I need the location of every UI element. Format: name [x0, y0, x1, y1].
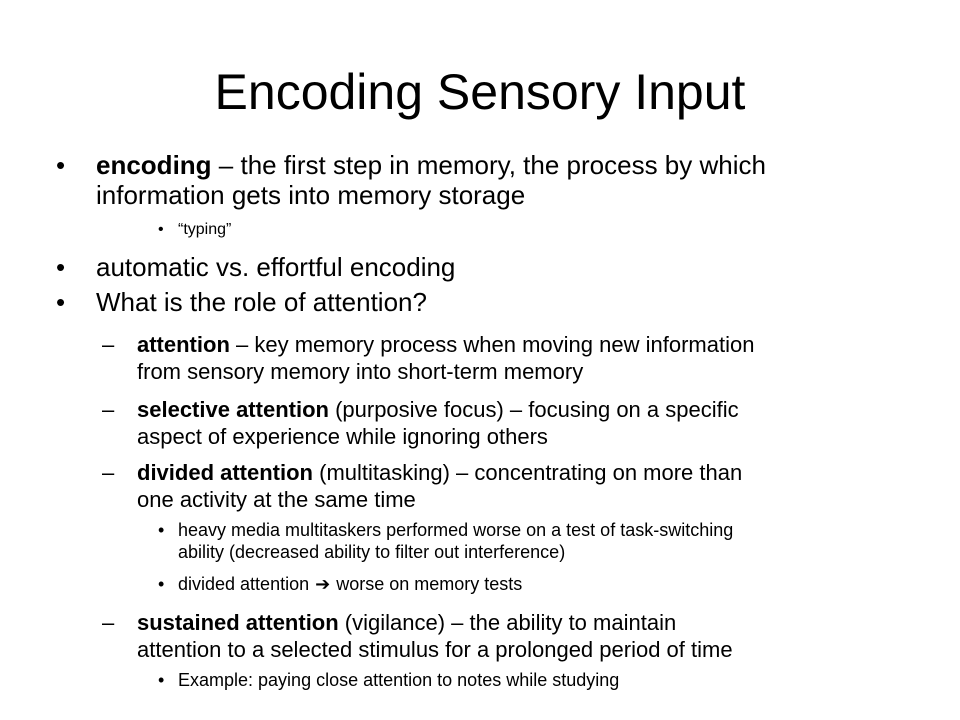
encoding-term: encoding: [96, 150, 212, 180]
attention-term: attention: [137, 332, 230, 357]
encoding-text-1: – the first step in memory, the process by which: [211, 150, 766, 180]
automatic-text: automatic vs. effortful encoding: [96, 252, 456, 282]
bullet-marker: •: [56, 252, 66, 282]
heavy-media-line-2: ability (decreased ability to filter out interference): [178, 542, 566, 562]
bullet-marker: •: [158, 574, 165, 594]
attention-line-1: [137, 331, 754, 358]
divided-memory-before: divided attention: [178, 574, 310, 594]
bullet-marker: •: [158, 221, 164, 238]
bullet-marker: •: [56, 150, 66, 180]
encoding-line-1: [96, 150, 766, 180]
right-arrow-icon: ➔: [315, 574, 331, 594]
role-text: What is the role of attention?: [96, 287, 427, 317]
attention-line-2: from sensory memory into short-term memory: [137, 359, 584, 384]
divided-memory-line: [178, 573, 522, 595]
selective-text-1: (purposive focus) – focusing on a specific: [328, 397, 739, 422]
dash-marker: –: [102, 397, 115, 422]
typing-text: “typing”: [178, 221, 232, 238]
divided-term: divided attention: [137, 460, 313, 485]
bullet-marker: •: [56, 287, 66, 317]
dash-marker: –: [102, 460, 115, 485]
selective-term: selective attention: [137, 397, 329, 422]
sustained-line-1: [137, 609, 676, 636]
divided-text-1: (multitasking) – concentrating on more than: [313, 460, 743, 485]
attention-text-1: – key memory process when moving new information: [229, 332, 755, 357]
selective-line-2: aspect of experience while ignoring others: [137, 424, 548, 449]
sustained-term: sustained attention: [137, 610, 339, 635]
divided-line-1: [137, 459, 742, 486]
bullet-marker: •: [158, 520, 165, 540]
slide-title: Encoding Sensory Input: [214, 64, 746, 120]
sustained-line-2: attention to a selected stimulus for a prolonged period of time: [137, 637, 733, 662]
bullet-marker: •: [158, 670, 165, 690]
example-text: Example: paying close attention to notes while studying: [178, 670, 620, 690]
divided-memory-after: worse on memory tests: [336, 574, 523, 594]
selective-line-1: [137, 396, 739, 423]
sustained-text-1: (vigilance) – the ability to maintain: [338, 610, 677, 635]
dash-marker: –: [102, 332, 115, 357]
dash-marker: –: [102, 610, 115, 635]
encoding-line-2: information gets into memory storage: [96, 180, 526, 210]
divided-line-2: one activity at the same time: [137, 487, 416, 512]
heavy-media-line-1: heavy media multitaskers performed worse on a test of task-switching: [178, 520, 734, 540]
